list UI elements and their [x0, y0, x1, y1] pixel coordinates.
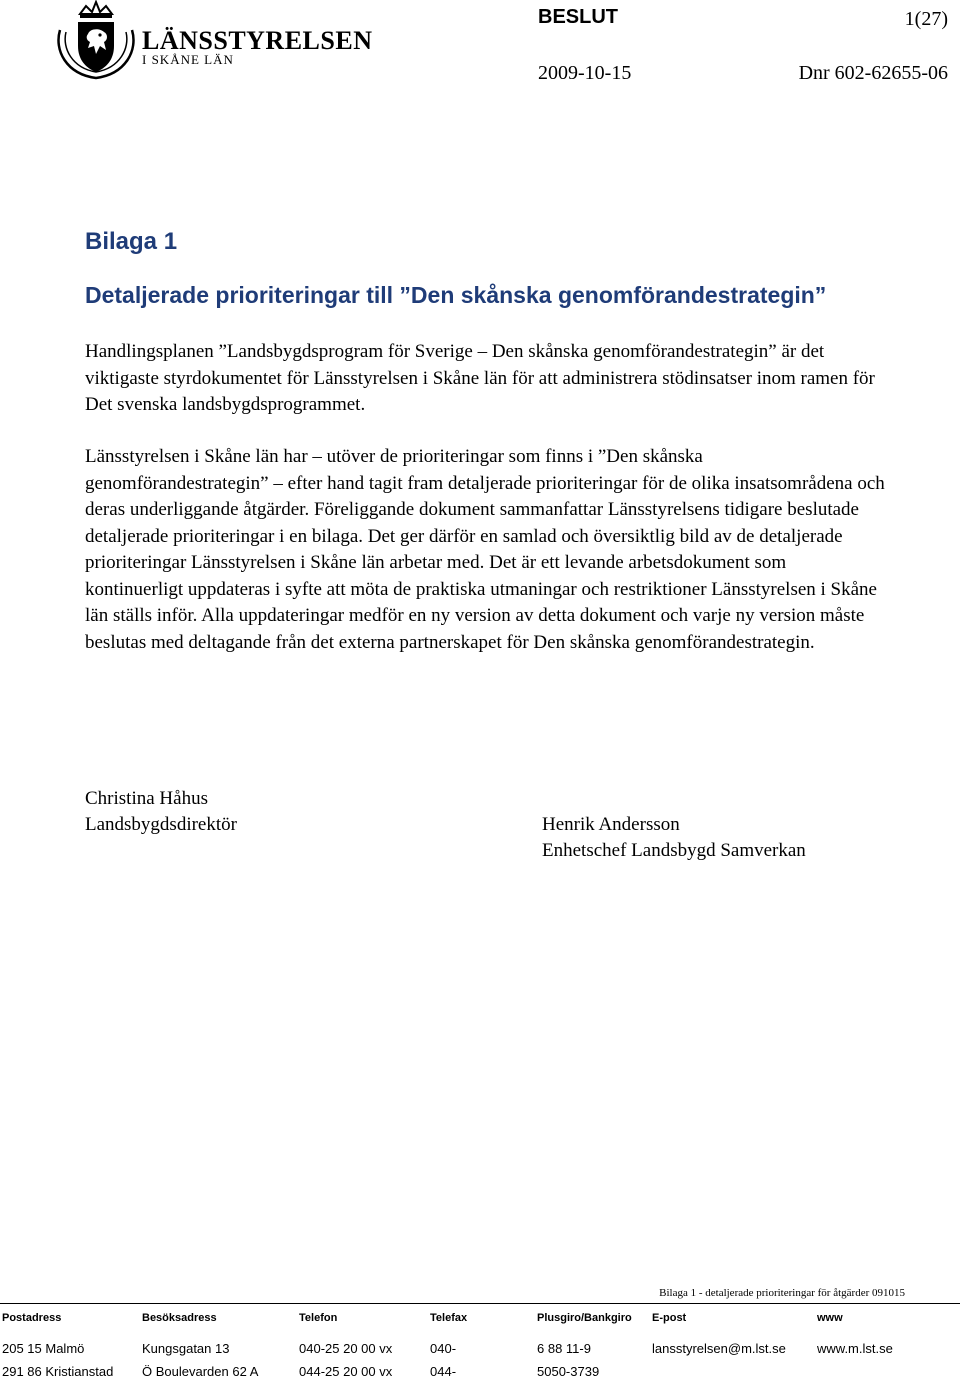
footer-header: Postadress	[2, 1312, 62, 1324]
footer-website-link[interactable]: www.m.lst.se	[817, 1341, 893, 1356]
footer-cell: 044-25 20 00 vx	[299, 1364, 393, 1379]
footer-cell: Ö Boulevarden 62 A	[142, 1364, 259, 1379]
page-subtitle: Detaljerade prioriteringar till ”Den skånska genomförandestrategin”	[85, 282, 827, 308]
document-date: 2009-10-15	[538, 62, 632, 84]
document-type: BESLUT	[538, 6, 618, 28]
footer-header-row	[0, 1307, 960, 1329]
footer-cell: 044-	[430, 1364, 457, 1379]
signatory-name: Christina Håhus	[85, 788, 208, 809]
footer-cell: 5050-3739	[537, 1364, 600, 1379]
page-title: Bilaga 1	[85, 228, 178, 255]
lansstyrelsen-logo	[50, 0, 380, 82]
footer-cell: 6 88 11-9	[537, 1341, 591, 1356]
footer-header: Telefon	[299, 1312, 338, 1324]
coat-of-arms-icon	[50, 0, 142, 82]
intro-paragraph: Handlingsplanen ”Landsbygdsprogram för Sverige – Den skånska genomförandestrategin” är det viktigaste styrdokumentet för Länsstyrelsen i Skåne län för att administrera stödinsatser inom ramen för Det svenska landsbygdsprogrammet.	[85, 341, 875, 415]
signatory-role: Landsbygdsdirektör	[85, 814, 237, 835]
footer-contact-table	[0, 1307, 960, 1383]
footer-email-link[interactable]: lansstyrelsen@m.lst.se	[652, 1341, 786, 1356]
footer-header: E-post	[652, 1312, 687, 1324]
footer-cell: 205 15 Malmö	[2, 1341, 85, 1356]
signature-block-1	[85, 786, 237, 838]
footer-row	[0, 1337, 960, 1360]
footer-divider	[0, 1303, 960, 1304]
signature-block-2	[542, 812, 806, 864]
page-number: 1(27)	[904, 8, 948, 30]
footer-header: Plusgiro/Bankgiro	[537, 1312, 632, 1324]
signatory-name: Henrik Andersson	[542, 814, 680, 835]
logo-subtitle: I SKÅNE LÄN	[142, 52, 234, 67]
logo-wordmark: LÄNSSTYRELSEN	[142, 26, 373, 55]
signatory-role: Enhetschef Landsbygd Samverkan	[542, 840, 806, 861]
body-paragraph: Länsstyrelsen i Skåne län har – utöver de prioriteringar som finns i ”Den skånska genomförandestrategin” – efter hand tagit fram detaljerade prioriteringar för de olika insatsområdena och deras underliggande åtgärder. Föreliggande dokument sammanfattar Länsstyrelsens tidigare beslutade detaljerade prioriteringar i en bilaga. Det ger därför en samlad och översiktlig bild av de detaljerade prioriteringar Länsstyrelsen i Skåne län arbetar med. Det är ett levande arbetsdokument som kontinuerligt uppdateras i syfte att möta de praktiska utmaningar och restriktioner Länsstyrelsen i Skåne län ställs inför. Alla uppdateringar medför en ny version av detta dokument och varje ny version måste beslutas med deltagande från det externa partnerskapet för Den skånska genomförandestrategin.	[85, 446, 885, 653]
footer-cell	[650, 1360, 815, 1383]
footer-row	[0, 1360, 960, 1383]
footer-header: Telefax	[430, 1312, 468, 1324]
attachment-note: Bilaga 1 - detaljerade prioriteringar för åtgärder 091015	[659, 1287, 905, 1299]
footer-cell	[815, 1360, 960, 1383]
document-number: Dnr 602-62655-06	[798, 62, 948, 84]
footer-cell: Kungsgatan 13	[142, 1341, 230, 1356]
footer-header: www	[817, 1312, 843, 1324]
footer-cell: 040-	[430, 1341, 457, 1356]
footer-cell: 040-25 20 00 vx	[299, 1341, 393, 1356]
footer-header: Besöksadress	[142, 1312, 217, 1324]
footer-cell: 291 86 Kristianstad	[2, 1364, 114, 1379]
